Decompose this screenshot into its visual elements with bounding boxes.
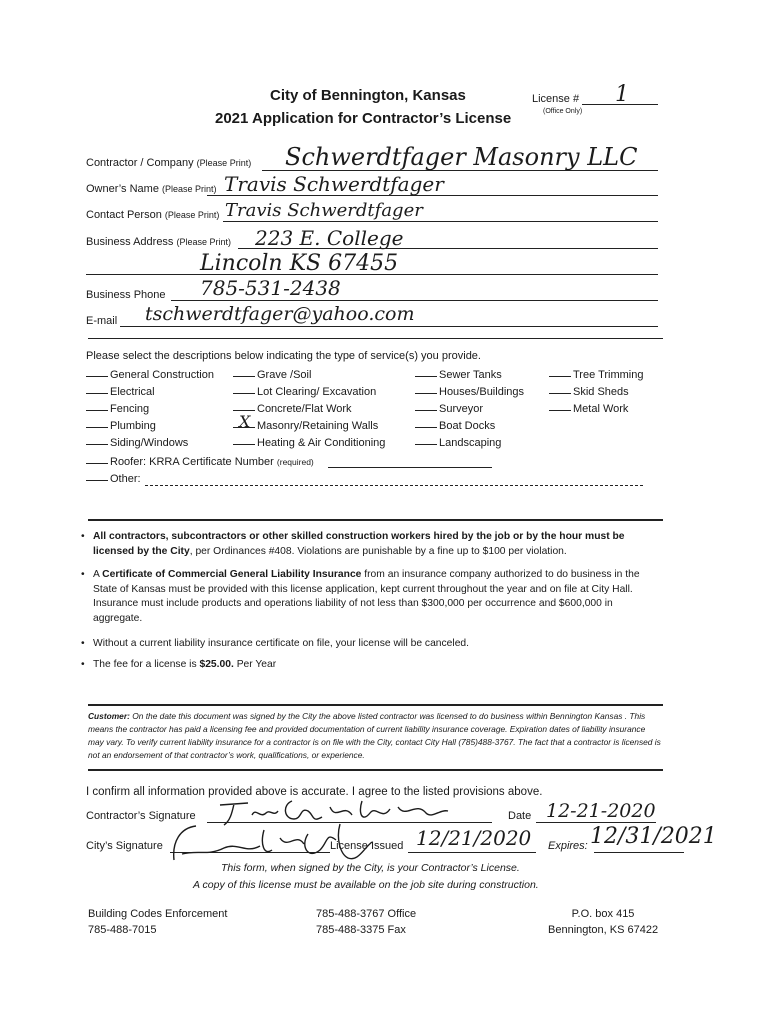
service-sewer-tanks[interactable]: Sewer Tanks: [415, 367, 524, 384]
service-general-construction[interactable]: General Construction: [86, 367, 214, 384]
section-divider-1: [88, 338, 663, 339]
service-houses-buildings[interactable]: Houses/Buildings: [415, 384, 524, 401]
service-siding-windows[interactable]: Siding/Windows: [86, 435, 214, 452]
service-checkbox: [549, 376, 571, 377]
license-number-label: License #: [532, 93, 580, 105]
date-line[interactable]: [536, 822, 656, 823]
footer-office-phone: 785-488-3767 Office: [316, 908, 417, 920]
services-column-3: [415, 367, 524, 452]
service-fencing[interactable]: Fencing: [86, 401, 214, 418]
services-column-2: [233, 367, 385, 452]
application-title: 2021 Application for Contractor’s License: [215, 110, 512, 127]
expires-value[interactable]: 12/31/2021: [590, 824, 717, 849]
footer-contact: [316, 906, 416, 938]
service-checkbox: [549, 393, 571, 394]
footer-fax: 785-488-3375 Fax: [316, 924, 406, 936]
license-issued-line[interactable]: [408, 852, 536, 853]
owner-value[interactable]: Travis Schwerdtfager: [224, 172, 444, 196]
service-checkbox: [415, 444, 437, 445]
rule-cancellation: • Without a current liability insurance certificate on file, your license will be canceled.: [81, 638, 470, 649]
address-value-1[interactable]: 223 E. College: [255, 226, 404, 250]
service-checkbox: [86, 444, 108, 445]
contractor-signature-label: Contractor’s Signature: [86, 810, 196, 822]
city-signature-label: City’s Signature: [86, 840, 163, 852]
office-only-note: (Office Only): [543, 108, 583, 115]
rule-insurance: • A Certificate of Commercial General Liability Insurance from an insurance company authorized to do business in the State of Kansas must be provided with this license application, kept current throughout the year and on file at City Hall. Insurance must include products and operations liability of not less than $300,000 per occurrence and $600,000 in aggregate.: [81, 569, 640, 624]
city-title: City of Bennington, Kansas: [270, 87, 466, 104]
service-checkbox: [86, 393, 108, 394]
license-note-2: A copy of this license must be available on the job site during construction.: [193, 879, 539, 891]
license-number-value: 1: [615, 82, 629, 107]
other-label: Other:: [110, 473, 141, 485]
service-checkbox: [549, 410, 571, 411]
service-skid-sheds[interactable]: Skid Sheds: [549, 384, 644, 401]
email-label: E-mail: [86, 315, 118, 327]
phone-value[interactable]: 785-531-2438: [200, 276, 341, 300]
roofer-hint: (required): [276, 457, 314, 467]
confirm-statement: I confirm all information provided above is accurate. I agree to the listed provisions above.: [86, 786, 543, 798]
service-lot-clearing[interactable]: Lot Clearing/ Excavation: [233, 384, 385, 401]
contact-label: Contact Person (Please Print): [86, 209, 220, 221]
service-landscaping[interactable]: Landscaping: [415, 435, 524, 452]
license-issued-label: License Issued: [330, 840, 404, 852]
date-value[interactable]: 12-21-2020: [546, 800, 656, 822]
service-concrete[interactable]: Concrete/Flat Work: [233, 401, 385, 418]
service-metal-work[interactable]: Metal Work: [549, 401, 644, 418]
date-label: Date: [508, 810, 532, 822]
masonry-check-mark: X: [239, 412, 251, 431]
section-divider-3: [88, 704, 663, 706]
service-surveyor[interactable]: Surveyor: [415, 401, 524, 418]
email-value[interactable]: tschwerdtfager@yahoo.com: [145, 303, 415, 325]
phone-line: [171, 300, 658, 301]
services-column-1: [86, 367, 214, 452]
services-column-4: [549, 367, 644, 418]
section-divider-2: [88, 519, 663, 521]
other-line[interactable]: [145, 485, 643, 486]
service-checkbox: [415, 376, 437, 377]
contact-value[interactable]: Travis Schwerdtfager: [225, 200, 423, 221]
service-checkbox: [86, 376, 108, 377]
company-value[interactable]: Schwerdtfager Masonry LLC: [285, 143, 638, 171]
email-line: [120, 326, 658, 327]
service-checkbox: [86, 480, 108, 481]
footer-address: [548, 906, 658, 938]
footer-po-box: P.O. box 415: [571, 908, 635, 920]
section-divider-4: [88, 769, 663, 771]
service-checkbox: [86, 410, 108, 411]
service-tree-trimming[interactable]: Tree Trimming: [549, 367, 644, 384]
services-intro: Please select the descriptions below indicating the type of service(s) you provide.: [86, 350, 481, 362]
customer-notice: Customer: On the date this document was signed by the City the above listed contractor was licensed to do business within Bennington Kansas . This means the contractor has paid a licensing fee and provided documentation of current liability insurance coverage. Expiration dates of liability insurance may vary. To verify current liability insurance for a contractor is on file with the City, contact City Hall (785)488-3767. The fact that a contractor is licensed is not an endorsement of that contractor’s work, qualifications, or experience.: [88, 711, 661, 760]
roofer-number-line[interactable]: [328, 467, 492, 468]
service-checkbox: [86, 427, 108, 428]
service-checkbox: [233, 393, 255, 394]
address-value-2[interactable]: Lincoln KS 67455: [200, 251, 399, 276]
service-heating-air[interactable]: Heating & Air Conditioning: [233, 435, 385, 452]
other-row: [86, 473, 141, 485]
service-checkbox: [233, 444, 255, 445]
service-checkbox: [415, 393, 437, 394]
rule-fee: • The fee for a license is $25.00. Per Year: [81, 659, 277, 670]
service-checkbox: [415, 410, 437, 411]
contact-line: [223, 221, 658, 222]
service-masonry[interactable]: Masonry/Retaining Walls X: [233, 418, 385, 435]
service-checkbox: [233, 410, 255, 411]
footer-department-phone: 785-488-7015: [88, 924, 157, 936]
expires-label: Expires:: [548, 840, 588, 852]
address-label: Business Address (Please Print): [86, 236, 232, 248]
license-note-1: This form, when signed by the City, is your Contractor’s License.: [221, 862, 520, 874]
service-checkbox: [86, 463, 108, 464]
roofer-row: [86, 456, 314, 468]
service-electrical[interactable]: Electrical: [86, 384, 214, 401]
service-checkbox: [415, 427, 437, 428]
footer-department: [88, 906, 227, 938]
roofer-label: Roofer: KRRA Certificate Number: [110, 456, 274, 468]
service-boat-docks[interactable]: Boat Docks: [415, 418, 524, 435]
service-plumbing[interactable]: Plumbing: [86, 418, 214, 435]
owner-label: Owner’s Name (Please Print): [86, 183, 217, 195]
service-grave-soil[interactable]: Grave /Soil: [233, 367, 385, 384]
company-label: Contractor / Company (Please Print): [86, 157, 252, 169]
footer-department-name: Building Codes Enforcement: [88, 908, 228, 920]
expires-line[interactable]: [594, 852, 684, 853]
phone-label: Business Phone: [86, 289, 166, 301]
rule-licensing: • All contractors, subcontractors or other skilled construction workers hired by the job or by the hour must be licensed by the City, per Ordinances #408. Violations are punishable by a fine up to $100 per violation.: [81, 531, 625, 557]
license-issued-value[interactable]: 12/21/2020: [416, 826, 532, 850]
service-checkbox: [233, 376, 255, 377]
footer-city: Bennington, KS 67422: [548, 924, 659, 936]
